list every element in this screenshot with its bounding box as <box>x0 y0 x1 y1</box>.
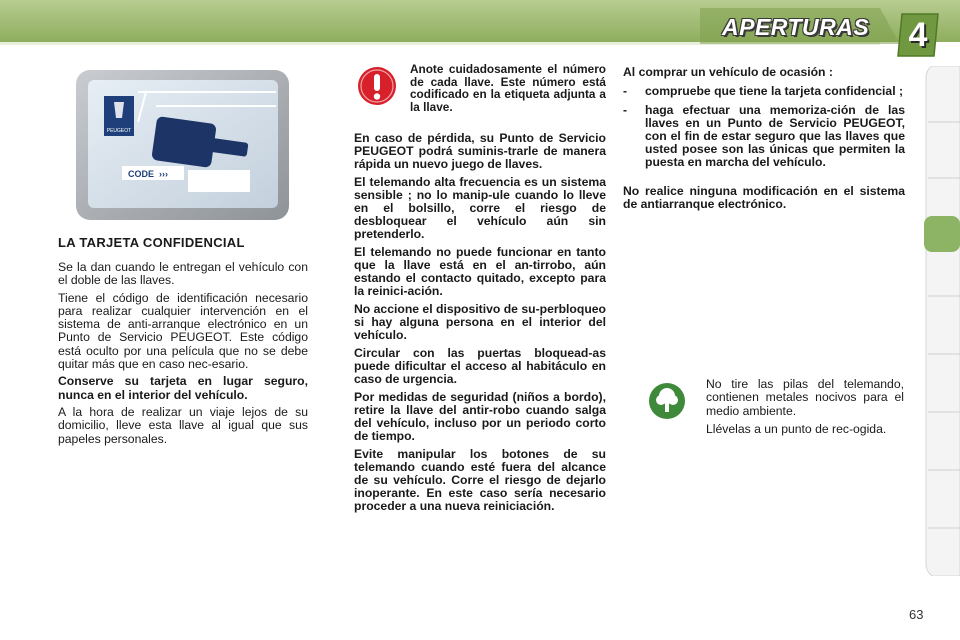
paragraph: Por medidas de seguridad (niños a bordo), retire la llave del antir-robo cuando salga del vehículo, incluso por un periodo corto de tiempo. <box>354 390 606 443</box>
card-code-label: CODE <box>128 169 155 179</box>
paragraph: Llévelas a un punto de rec-ogida. <box>706 421 887 436</box>
list-item-text: compruebe que tiene la tarjeta confidencial ; <box>645 84 904 98</box>
chapter-side-tabs <box>922 66 960 576</box>
brand-label: PEUGEOT <box>106 128 132 134</box>
chapter-title: APERTURAS <box>722 14 870 40</box>
paragraph: En caso de pérdida, su Punto de Servicio PEUGEOT podrá suminis-trarle de manera rápida un nuevo juego de llaves. <box>354 131 606 171</box>
list-dash: - <box>623 84 628 98</box>
list-item <box>623 85 905 98</box>
paragraph-emphasis: Conserve su tarjeta en lugar seguro, nunca en el interior del vehículo. <box>58 374 308 402</box>
section-title: LA TARJETA CONFIDENCIAL <box>58 235 245 250</box>
modification-warning: No realice ninguna modificación en el sistema de antiarranque electrónico. <box>623 184 905 211</box>
environment-note <box>706 378 904 441</box>
paragraph: No tire las pilas del telemando, contienen metales nocivos para el medio ambiente. <box>706 377 904 418</box>
chapter-number: 4 <box>908 16 928 54</box>
warning-text: Anote cuidadosamente el número de cada llave. Este número está codificado en la etiqueta adjunta a la llave. <box>410 62 606 114</box>
paragraph: Se la dan cuando le entregan el vehículo con el doble de las llaves. <box>58 260 308 288</box>
paragraph: Circular con las puertas bloquead-as puede dificultar el acceso al habitáculo en caso de urgencia. <box>354 346 606 386</box>
paragraph: Tiene el código de identificación necesario para realizar cualquier intervención en el sistema de anti-arranque electrónico en un Punto de Servicio PEUGEOT. Este código está oculto por una película que no se debe quitar más que en caso nec-esario. <box>58 290 308 372</box>
exclamation-icon <box>357 66 397 106</box>
list-item <box>623 104 905 169</box>
svg-text:›››: ››› <box>159 169 168 179</box>
paragraph: El telemando no puede funcionar en tanto que la llave está en el an-tirrobo, aún estando el contacto quitado, excepto para la reinici-ación. <box>354 245 606 298</box>
confidential-card-text <box>58 261 308 450</box>
remote-control-text <box>354 132 606 518</box>
paragraph: A la hora de realizar un viaje lejos de su domicilio, lleve esta llave al igual que sus papeles personales. <box>58 404 308 446</box>
tree-icon <box>648 382 686 420</box>
used-vehicle-intro: Al comprar un vehículo de ocasión : <box>623 65 833 79</box>
paragraph: No accione el dispositivo de su-perbloqueo si hay alguna persona en el interior del vehículo. <box>354 302 606 342</box>
list-dash: - <box>623 103 628 117</box>
confidential-card-illustration <box>76 70 289 220</box>
paragraph: Evite manipular los botones de su telemando cuando esté fuera del alcance de su vehículo. Corre el riesgo de dejarlo inoperante. En este caso sería necesario proceder a una nueva reiniciación. <box>354 447 606 513</box>
used-vehicle-text <box>623 66 905 211</box>
page-number: 63 <box>909 607 924 622</box>
paragraph: El telemando alta frecuencia es un sistema sensible ; no lo manip-ule cuando lo lleve en el bolsillo, corre el riesgo de desbloquear el vehículo aún sin pretenderlo. <box>354 175 606 241</box>
list-item-text: haga efectuar una memoriza-ción de las llaves en un Punto de Servicio PEUGEOT, con el fin de estar seguro que las llaves que usted posee son las únicas que permiten la puesta en marcha del vehículo. <box>645 103 905 169</box>
